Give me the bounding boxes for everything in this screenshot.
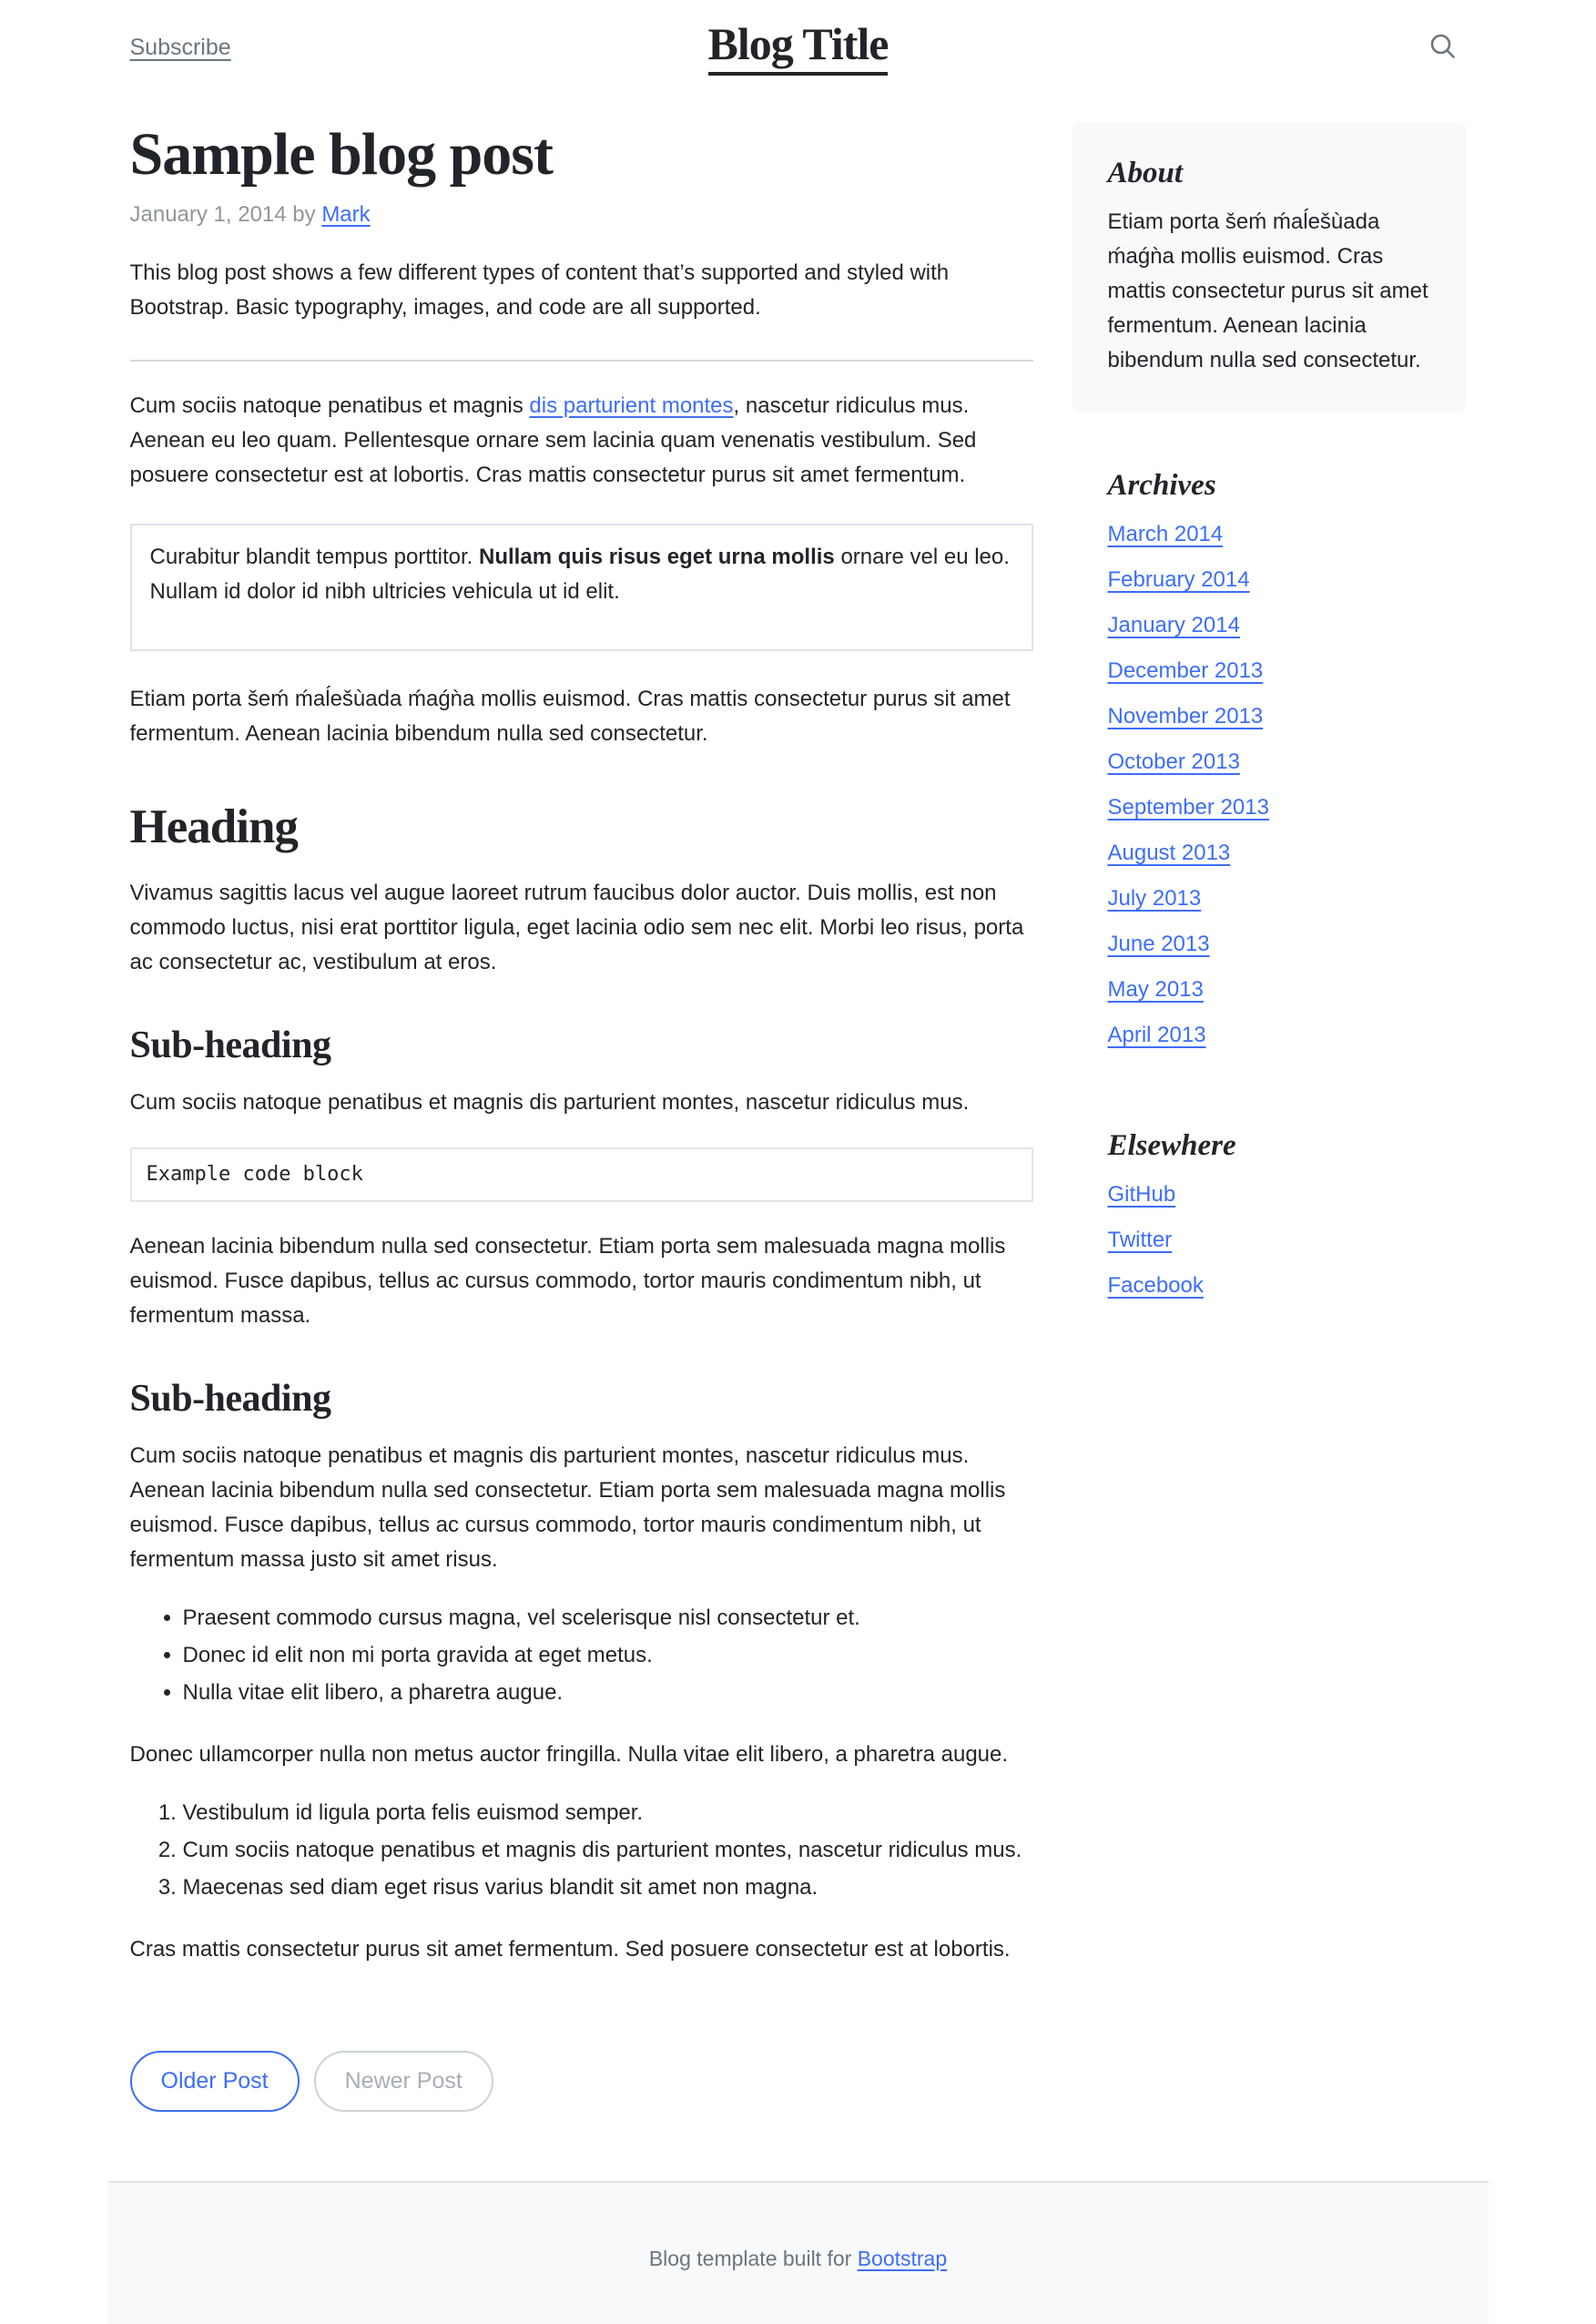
list-item	[1108, 745, 1430, 782]
about-text: Etiam porta šeḿ ḿaĺešùada ḿaǵǹa mollis euismod. Cras mattis consectetur purus sit amet fermentum. Aenean lacinia bibendum nulla sed consectetur.	[1107, 209, 1428, 372]
list-item	[1108, 608, 1430, 646]
sub-heading-2: Sub-heading	[129, 1377, 331, 1420]
list-item: 3. Maecenas sed diam eget risus varius blandit sit amet non magna.	[183, 1870, 1033, 1905]
github-link[interactable]: GitHub	[1107, 1182, 1176, 1207]
blockquote	[130, 524, 1033, 651]
list-item: 1. Vestibulum id ligula porta felis euismod semper.	[183, 1796, 1033, 1830]
list-item	[1108, 1269, 1430, 1306]
list-item	[1108, 1177, 1430, 1215]
subscribe-link[interactable]: Subscribe	[129, 34, 231, 60]
archive-link-november-2013[interactable]: November 2013	[1107, 704, 1264, 729]
list-item: 2. Cum sociis natoque penatibus et magnis dis parturient montes, nascetur ridiculus mus.	[183, 1833, 1033, 1868]
paragraph: Cum sociis natoque penatibus et magnis dis parturient montes, nascetur ridiculus mus.	[129, 1089, 970, 1115]
list-item	[1108, 563, 1430, 600]
paragraph: Etiam porta šeḿ ḿaĺešùada ḿaǵǹa mollis euismod. Cras mattis consectetur purus sit amet fermentum. Aenean lacinia bibendum nulla sed consectetur.	[129, 687, 1011, 747]
older-post-button[interactable]: Older Post	[130, 2051, 300, 2112]
archives-list	[1108, 517, 1430, 1055]
archive-link-september-2013[interactable]: September 2013	[1107, 795, 1269, 820]
author-link[interactable]: Mark	[321, 202, 371, 228]
blockquote-text: Curabitur blandit tempus porttitor.	[149, 545, 480, 570]
paragraph: Cras mattis consectetur purus sit amet fermentum. Sed posuere consectetur est at lobortis.	[129, 1936, 1011, 1962]
archive-link-january-2014[interactable]: January 2014	[1107, 613, 1240, 637]
blockquote-bold-text: Nullam quis risus eget urna mollis	[479, 545, 835, 570]
dis-parturient-montes-link[interactable]: dis parturient montes	[529, 393, 734, 419]
archive-link-july-2013[interactable]: July 2013	[1107, 886, 1202, 911]
list-item	[1108, 882, 1430, 919]
list-item	[1108, 836, 1430, 873]
archive-link-june-2013[interactable]: June 2013	[1107, 932, 1210, 956]
about-heading: About	[1107, 157, 1184, 189]
list-item	[1108, 654, 1430, 691]
list-item: • Nulla vitae elit libero, a pharetra augue.	[183, 1676, 1033, 1710]
bullet-list	[130, 1601, 1033, 1710]
list-item	[1108, 517, 1430, 555]
footer-text	[108, 2247, 1489, 2271]
paragraph: Vivamus sagittis lacus vel augue laoreet rutrum faucibus dolor auctor. Duis mollis, est non commodo luctus, nisi erat porttitor ligula, eget lacinia odio sem nec elit. Morbi leo risus, porta ac consectetur ac, vestibulum at eros.	[129, 880, 1024, 974]
list-item	[1108, 973, 1430, 1010]
code-block: Example code block	[130, 1147, 1033, 1202]
twitter-link[interactable]: Twitter	[1107, 1228, 1173, 1252]
elsewhere-heading: Elsewhere	[1107, 1129, 1236, 1162]
list-item	[1108, 1018, 1430, 1055]
archives-heading: Archives	[1107, 469, 1216, 502]
paragraph: Cum sociis natoque penatibus et magnis dis parturient montes, nascetur ridiculus mus. Aenean lacinia bibendum nulla sed consectetur. Etiam porta sem malesuada magna mollis euismod. Fusce dapibus, tellus ac cursus commodo, tortor mauris condimentum nibh, ut fermentum massa justo sit amet risus.	[129, 1442, 1006, 1572]
paragraph: Aenean lacinia bibendum nulla sed consectetur. Etiam porta sem malesuada magna mollis euismod. Fusce dapibus, tellus ac cursus commodo, tortor mauris condimentum nibh, ut fermentum massa.	[129, 1233, 1006, 1328]
numbered-list	[130, 1796, 1033, 1905]
list-item	[1108, 699, 1430, 737]
paragraph	[130, 389, 1033, 493]
divider	[130, 360, 1033, 362]
elsewhere-section	[1072, 1096, 1467, 1347]
archive-link-may-2013[interactable]: May 2013	[1107, 977, 1204, 1002]
search-icon	[1427, 53, 1459, 66]
lead-paragraph: This blog post shows a few different types of content that’s supported and styled with Bootstrap. Basic typography, images, and code are all supported.	[129, 260, 950, 321]
blog-post	[130, 80, 1033, 2112]
list-item	[1108, 790, 1430, 828]
list-item: • Praesent commodo cursus magna, vel scelerisque nisl consectetur et.	[183, 1601, 1033, 1636]
paragraph: Donec ullamcorper nulla non metus auctor fringilla. Nulla vitae elit libero, a pharetra augue.	[129, 1741, 1009, 1767]
list-item: • Donec id elit non mi porta gravida at eget metus.	[183, 1638, 1033, 1673]
search-button[interactable]	[1419, 31, 1467, 64]
elsewhere-list	[1108, 1177, 1430, 1306]
post-title: Sample blog post	[129, 121, 553, 188]
archive-link-march-2014[interactable]: March 2014	[1107, 522, 1224, 546]
footer-text-label: Blog template built for	[648, 2246, 858, 2270]
site-footer	[108, 2181, 1489, 2324]
blog-title-link[interactable]: Blog Title	[708, 19, 889, 76]
sidebar	[1072, 80, 1467, 1347]
paragraph-text: Cum sociis natoque penatibus et magnis	[129, 393, 530, 419]
archive-link-august-2013[interactable]: August 2013	[1107, 841, 1231, 865]
sub-heading-1: Sub-heading	[129, 1024, 331, 1066]
heading: Heading	[129, 800, 298, 854]
post-date: January 1, 2014 by	[129, 202, 316, 228]
archives-section	[1072, 436, 1467, 1096]
post-pagination	[130, 2051, 1033, 2112]
content-row	[108, 80, 1489, 2112]
archive-link-april-2013[interactable]: April 2013	[1107, 1023, 1206, 1047]
blockquote-text: ornare vel eu leo. Nullam id dolor id nibh ultricies vehicula ut id elit.	[149, 545, 1010, 605]
post-meta	[130, 198, 1033, 232]
newer-post-button[interactable]: Newer Post	[314, 2051, 493, 2112]
bootstrap-link[interactable]: Bootstrap	[857, 2246, 948, 2270]
about-section	[1072, 122, 1467, 413]
archive-link-october-2013[interactable]: October 2013	[1107, 749, 1240, 774]
page-container	[108, 0, 1489, 2112]
site-header	[108, 0, 1489, 80]
archive-link-february-2014[interactable]: February 2014	[1107, 567, 1250, 592]
list-item	[1108, 1223, 1430, 1260]
facebook-link[interactable]: Facebook	[1107, 1273, 1204, 1298]
list-item	[1108, 927, 1430, 964]
paragraph-text: , nascetur ridiculus mus. Aenean eu leo quam. Pellentesque ornare sem lacinia quam venenatis vestibulum. Sed posuere consectetur est at lobortis. Cras mattis consectetur purus sit amet fermentum.	[129, 393, 977, 488]
archive-link-december-2013[interactable]: December 2013	[1107, 658, 1264, 683]
